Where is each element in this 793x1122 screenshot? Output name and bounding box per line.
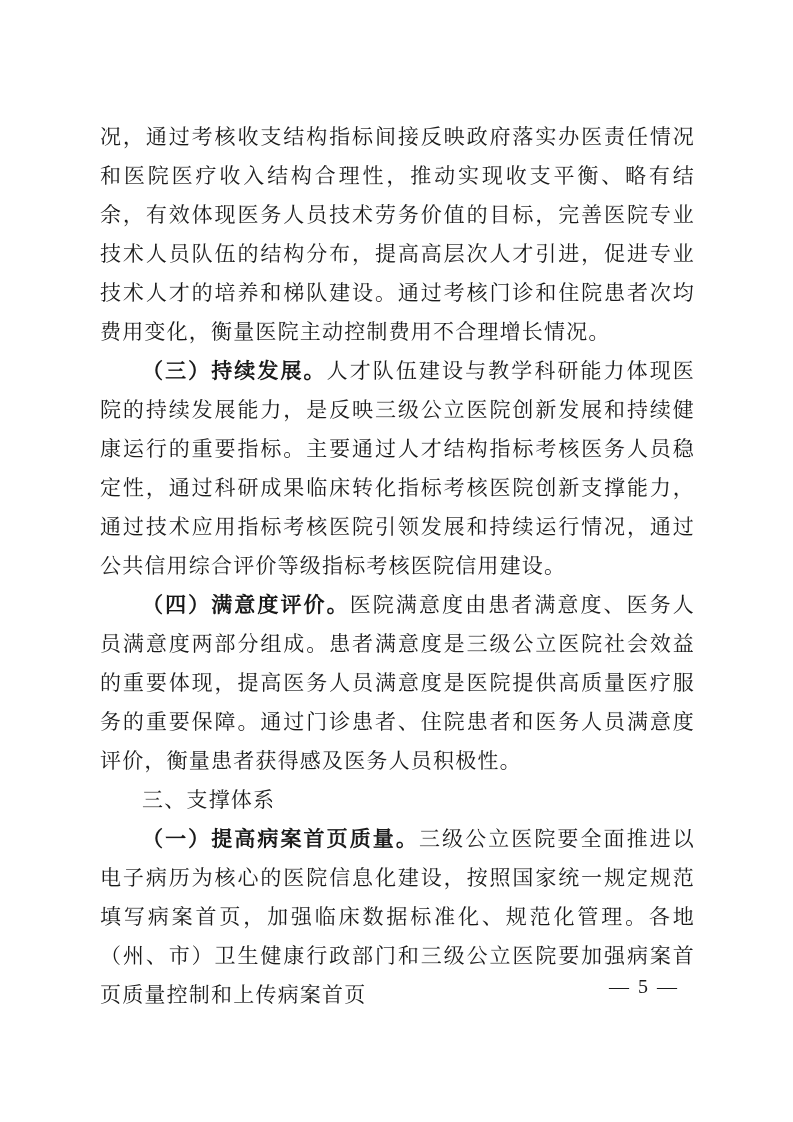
paragraph-heading: （三）持续发展。 xyxy=(142,359,327,383)
paragraph-heading: （四）满意度评价。 xyxy=(142,593,350,617)
body-text xyxy=(100,118,695,1015)
paragraph-heading: （一）提高病案首页质量。 xyxy=(142,827,419,851)
paragraph-sustainable-development xyxy=(100,352,695,586)
paragraph-text: 况，通过考核收支结构指标间接反映政府落实办医责任情况和医院医疗收入结构合理性，推动实现收支平衡、略有结余，有效体现医务人员技术劳务价值的目标，完善医院专业技术人员队伍的结构分布，提高高层次人才引进，促进专业技术人才的培养和梯队建设。通过考核门诊和住院患者次均费用变化，衡量医院主动控制费用不合理增长情况。 xyxy=(100,125,695,344)
page-number: — 5 — xyxy=(609,976,679,998)
paragraph-text: 医院满意度由患者满意度、医务人员满意度两部分组成。患者满意度是三级公立医院社会效益的重要体现，提高医务人员满意度是医院提供高质量医疗服务的重要保障。通过门诊患者、住院患者和医务人员满意度评价，衡量患者获得感及医务人员积极性。 xyxy=(100,593,695,773)
paragraph-text: 三级公立医院要全面推进以电子病历为核心的医院信息化建设，按照国家统一规定规范填写病案首页，加强临床数据标准化、规范化管理。各地（州、市）卫生健康行政部门和三级公立医院要加强病案首页质量控制和上传病案首页 xyxy=(100,827,695,1007)
section-heading: 三、支撑体系 xyxy=(142,788,276,812)
paragraph-continued xyxy=(100,118,695,352)
paragraph-satisfaction-evaluation xyxy=(100,586,695,781)
paragraph-text: 人才队伍建设与教学科研能力体现医院的持续发展能力，是反映三级公立医院创新发展和持续健康运行的重要指标。主要通过人才结构指标考核医务人员稳定性，通过科研成果临床转化指标考核医院创新支撑能力，通过技术应用指标考核医院引领发展和持续运行情况，通过公共信用综合评价等级指标考核医院信用建设。 xyxy=(100,359,695,578)
